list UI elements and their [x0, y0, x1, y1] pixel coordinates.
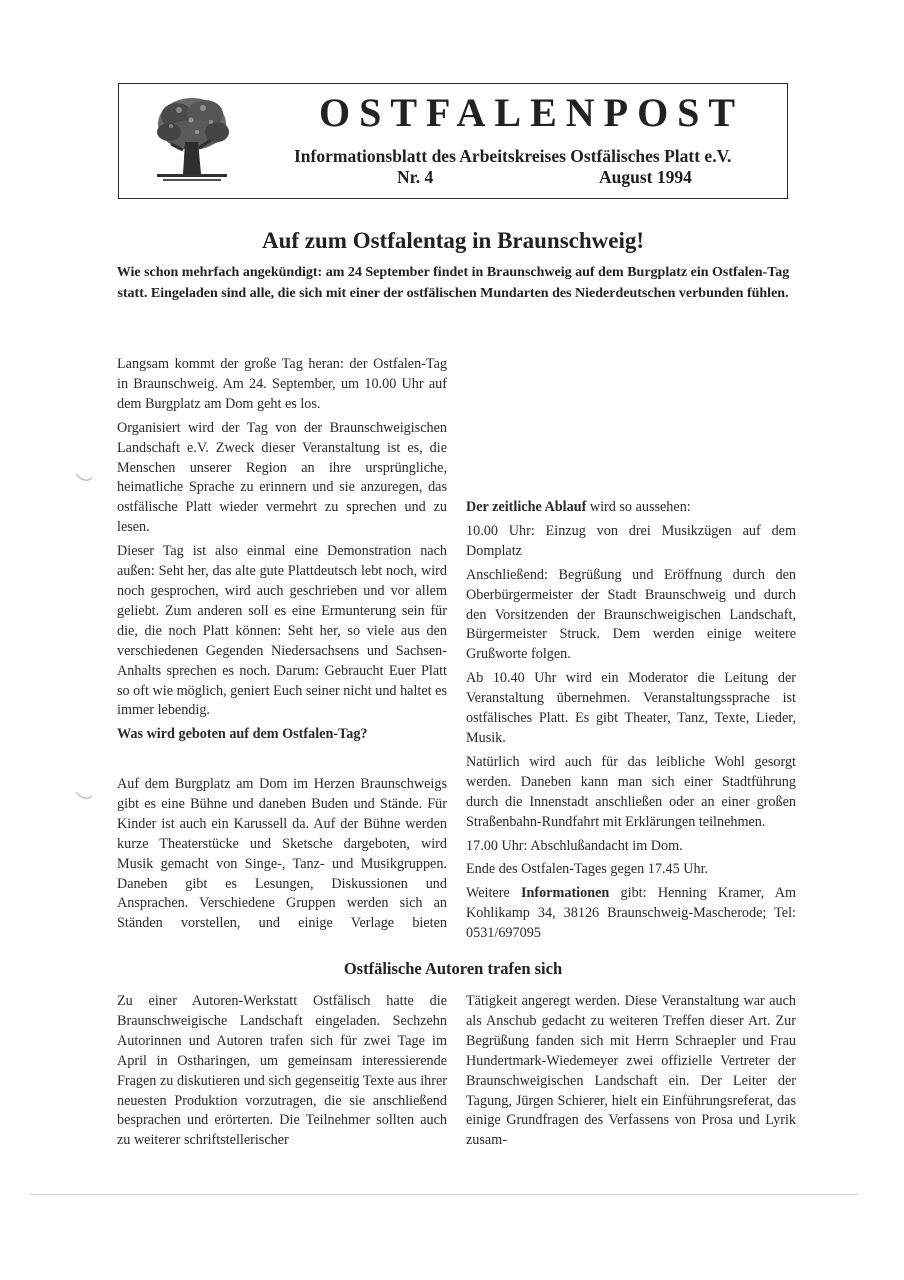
oak-tree-logo-icon [149, 90, 235, 190]
contact-info-bold: Informationen [521, 885, 610, 902]
contact-info-b: gibt: Henning Kramer, Am Kohlikamp 34, 38126 Braunschweig-Mascherode; Tel: 0531/697095 [466, 885, 796, 942]
schedule-item: 10.00 Uhr: Einzug von drei Musikzügen auf dem Domplatz [466, 522, 796, 559]
contact-info-a: Weitere [466, 885, 522, 902]
schedule-item: Ende des Ostfalen-Tages gegen 17.45 Uhr. [466, 861, 709, 878]
article-headline: Auf zum Ostfalentag in Braunschweig! [261, 228, 645, 253]
scan-edge-line [30, 1194, 858, 1195]
newsletter-title: OSTFALENPOST [319, 90, 745, 135]
schedule-heading-rest: wird so aussehen: [586, 499, 691, 515]
schedule-heading [466, 498, 796, 518]
punch-hole-mark-icon [72, 788, 94, 810]
schedule-item: Ab 10.40 Uhr wird ein Moderator die Leitung der Veranstaltung übernehmen. Veranstaltungssprache ist ostfälisches Platt. Es gibt Theater, Tanz, Texte, Lieder, Musik. [466, 670, 796, 746]
article-column-left [117, 355, 447, 749]
paragraph: Tätigkeit angeregt werden. Diese Veranstaltung war auch als Anschub gedacht zu weiteren Treffen dieser Art. Zur Begrüßung fanden sich mit Herrn Schraepler und Frau Hundertmark-Wiedemeyer zwei offizielle Vertreter der Braunschweigischen Landschaft ein. Der Leiter der Tagung, Jürgen Schierer, hielt ein Einführungsreferat, das einige Grundfragen des Verfassens von Prosa und Lyrik zusam- [466, 993, 796, 1149]
article-column-right [466, 355, 796, 948]
schedule-heading-bold: Der zeitliche Ablauf [466, 499, 587, 515]
schedule-item: Natürlich wird auch für das leibliche Wohl gesorgt werden. Daneben kann man sich einer Stadtführung durch die Innenstadt anschließen oder an einer großen Straßenbahn-Rundfahrt mit Erklärungen teilnehmen. [466, 753, 796, 830]
schedule-item: 17.00 Uhr: Abschlußandacht im Dom. [466, 837, 683, 854]
paragraph [466, 355, 796, 494]
second-article-headline: Ostfälische Autoren trafen sich [343, 959, 563, 978]
paragraph: Langsam kommt der große Tag heran: der Ostfalen-Tag in Braunschweig. Am 24. September, um 10.00 Uhr auf dem Burgplatz am Dom geht es los. [117, 356, 447, 412]
issue-number: Nr. 4 [397, 167, 434, 187]
article-lead: Wie schon mehrfach angekündigt: am 24 September findet in Braunschweig auf dem Burgplatz ein Ostfalen-Tag statt. Eingeladen sind alle, die sich mit einer der ostfälischen Mundarten des Niederdeutschen verbunden fühlen. [116, 265, 790, 301]
masthead [118, 83, 788, 199]
paragraph: Dieser Tag ist also einmal eine Demonstration nach außen: Seht her, das alte gute Plattdeutsch lebt noch, wird noch gesprochen, wird auch geschrieben und vor allem geliebt. Zum anderen soll es eine Ermunterung sein für die, die noch Platt können: Seht her, so viele aus den verschiedenen Gegenden Niedersachsens und Sachsen-Anhalts sprechen es noch. Darum: Gebraucht Euer Platt so oft wie möglich, geniert Euch seiner nicht und haltet es immer lebendig. [117, 543, 447, 719]
paragraph: Auf dem Burgplatz am Dom im Herzen Braunschweigs gibt es eine Bühne und daneben Buden und Stände. Für Kinder ist auch ein Karussell da. Auf der Bühne werden kurze Theaterstücke und Sketsche dargeboten, wird Musik gemacht von Singe-, Tanz- und Musikgruppen. Daneben gibt es Lesungen, Diskussionen und Ansprachen. Verschiedene Gruppen werden sich an Ständen vorstellen, und einige Verlage bieten [117, 776, 447, 932]
article-subheading: Was wird geboten auf dem Ostfalen-Tag? [117, 726, 368, 743]
article-column-left-continued [117, 775, 447, 939]
second-article-column-right [466, 992, 796, 1155]
newsletter-subtitle: Informationsblatt des Arbeitskreises Ostfälisches Platt e.V. [294, 146, 732, 166]
schedule-item: Anschließend: Begrüßung und Eröffnung durch den Oberbürgermeister der Stadt Braunschweig und durch den Vorsitzenden der Braunschweigischen Landschaft, Bürgermeister Struck. Dem werden einige weitere Grußworte folgen. [466, 566, 796, 663]
contact-info [466, 884, 796, 944]
paragraph: Organisiert wird der Tag von der Braunschweigischen Landschaft e.V. Zweck dieser Veranstaltung ist es, die Menschen unserer Region an ihre ursprüngliche, heimatliche Sprache zu erinnern und sie anzuregen, das ostfälische Platt wieder vermehrt zu sprechen und zu lesen. [117, 419, 447, 536]
punch-hole-mark-icon [72, 470, 94, 492]
issue-date: August 1994 [599, 167, 692, 187]
paragraph: Zu einer Autoren-Werkstatt Ostfälisch hatte die Braunschweigische Landschaft eingeladen. Sechzehn Autorinnen und Autoren trafen sich für zwei Tage im April in Ostharingen, um gemeinsam interessierende Fragen zu diskutieren und sich gegenseitig Texte aus ihrer neuesten Produktion vorzutragen, die sie anschließend besprachen und erörterten. Die Teilnehmer sollten auch zu weiterer schriftstellerischer [117, 993, 447, 1149]
second-article-column-left [117, 992, 447, 1155]
